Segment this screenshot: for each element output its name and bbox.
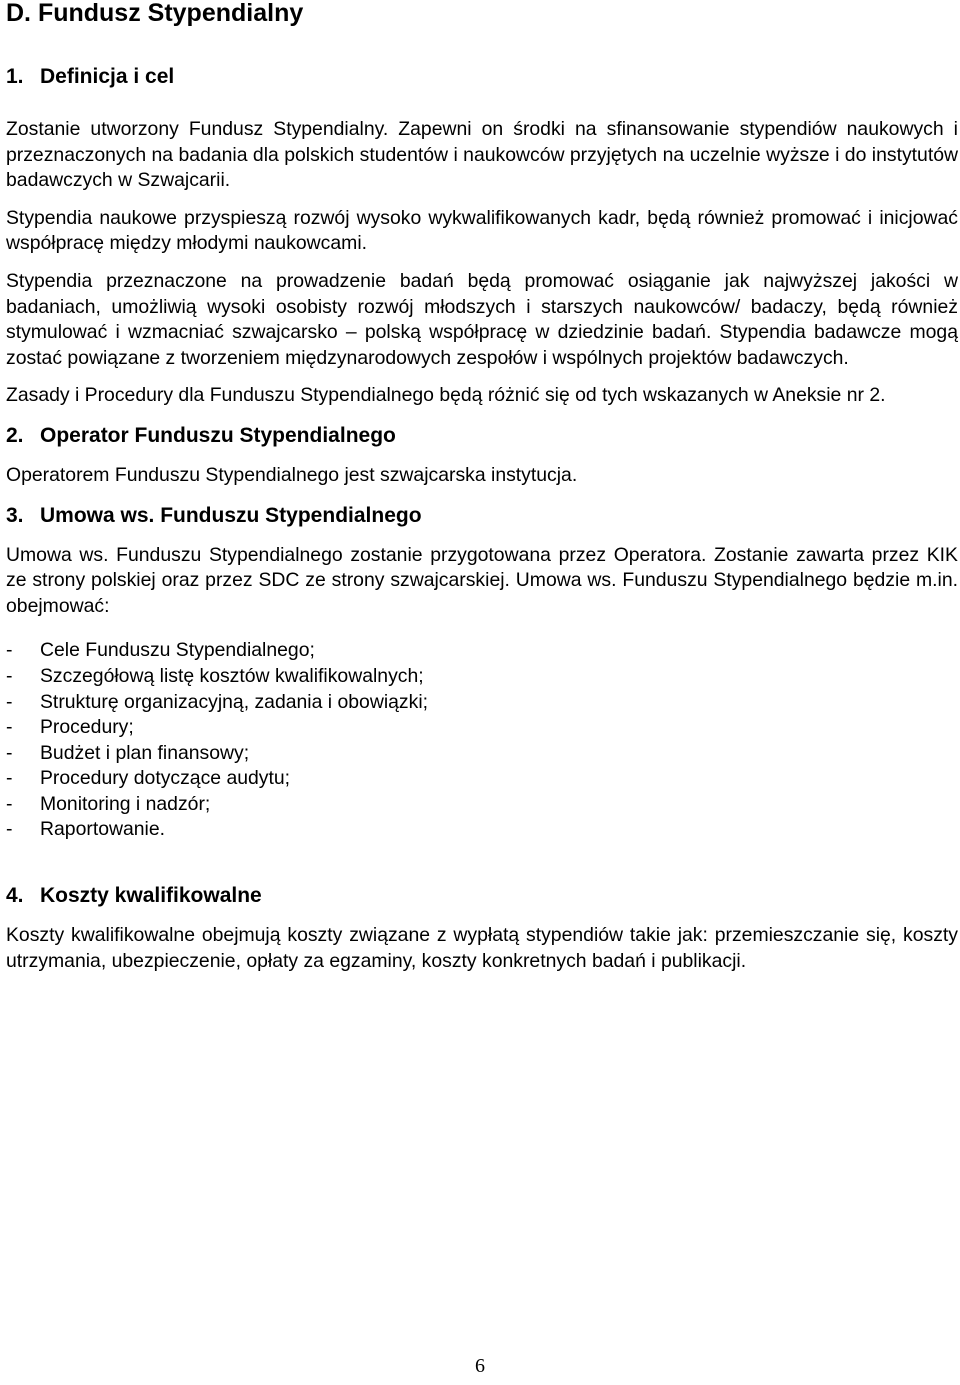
list-marker: - xyxy=(6,767,13,790)
section-4-paragraph: Koszty kwalifikowalne obejmują koszty związane z wypłatą stypendiów takie jak: przemieszczanie się, koszty utrzymania, ubezpieczenie, opłaty za egzaminy, koszty konkretnych badań i publikacji. xyxy=(6,924,958,972)
list-marker: - xyxy=(6,818,13,841)
section-3-title: Umowa ws. Funduszu Stypendialnego xyxy=(40,503,422,527)
section-4-title: Koszty kwalifikowalne xyxy=(40,884,262,908)
list-item-text: Procedury dotyczące audytu; xyxy=(40,767,291,790)
list-item xyxy=(6,766,958,792)
section-3-number: 3. xyxy=(6,503,24,527)
section-2-number: 2. xyxy=(6,423,24,447)
section-3-heading xyxy=(6,503,958,529)
list-item-text: Szczegółową listę kosztów kwalifikowalnych; xyxy=(40,664,424,687)
page-number: 6 xyxy=(475,1355,485,1377)
list-item-text: Procedury; xyxy=(40,716,134,739)
list-marker: - xyxy=(6,690,13,713)
list-marker: - xyxy=(6,639,13,662)
list-item xyxy=(6,741,958,767)
list-item xyxy=(6,792,958,818)
list-item xyxy=(6,817,958,843)
list-item-text: Budżet i plan finansowy; xyxy=(40,741,250,764)
list-marker: - xyxy=(6,664,13,687)
list-item xyxy=(6,664,958,690)
list-item-text: Monitoring i nadzór; xyxy=(40,792,211,815)
list-item-text: Cele Funduszu Stypendialnego; xyxy=(40,639,315,662)
list-item xyxy=(6,638,958,664)
document-page xyxy=(6,0,958,974)
section-1-paragraph-2: Stypendia naukowe przyspieszą rozwój wysoko wykwalifikowanych kadr, będą również promować i inicjować współpracę między młodymi naukowcami. xyxy=(6,206,958,255)
section-1-paragraph-3: Stypendia przeznaczone na prowadzenie badań będą promować osiąganie jak najwyższej jakości w badaniach, umożliwią wysoki osobisty rozwój młodszych i starszych naukowców/ badaczy, będą również stymulować i wzmacniać szwajcarsko – polską współpracę w dziedzinie badań. Stypendia badawcze mogą zostać powiązane z tworzeniem międzynarodowych zespołów i wspólnych projektów badawczych. xyxy=(6,269,958,369)
section-3-paragraph: Umowa ws. Funduszu Stypendialnego zostanie przygotowana przez Operatora. Zostanie zawarta przez KIK ze strony polskiej oraz przez SDC ze strony szwajcarskiej. Umowa ws. Funduszu Stypendialnego będzie m.in. obejmować: xyxy=(6,543,958,617)
list-marker: - xyxy=(6,792,13,815)
section-1-paragraph-1: Zostanie utworzony Fundusz Stypendialny. Zapewni on środki na sfinansowanie stypendiów naukowych i przeznaczonych na badania dla polskich studentów i naukowców przyjętych na uczelnie wyższe i do instytutów badawczych w Szwajcarii. xyxy=(6,118,958,192)
list-item xyxy=(6,690,958,716)
section-1-paragraph-4: Zasady i Procedury dla Funduszu Stypendialnego będą różnić się od tych wskazanych w Aneksie nr 2. xyxy=(6,384,886,407)
section-4-number: 4. xyxy=(6,884,24,908)
section-1-heading xyxy=(6,64,958,90)
section-1-title: Definicja i cel xyxy=(40,65,175,88)
list-item xyxy=(6,715,958,741)
document-title: D. Fundusz Stypendialny xyxy=(6,0,304,27)
list-marker: - xyxy=(6,716,13,739)
section-2-title: Operator Funduszu Stypendialnego xyxy=(40,423,396,447)
list-marker: - xyxy=(6,741,13,764)
agreement-contents-list xyxy=(6,638,958,843)
list-item-text: Strukturę organizacyjną, zadania i obowiązki; xyxy=(40,690,429,713)
section-4-heading xyxy=(6,883,958,909)
section-2-heading xyxy=(6,423,958,449)
section-1-number: 1. xyxy=(6,65,24,88)
list-item-text: Raportowanie. xyxy=(40,818,166,841)
section-2-paragraph: Operatorem Funduszu Stypendialnego jest szwajcarska instytucja. xyxy=(6,463,578,486)
